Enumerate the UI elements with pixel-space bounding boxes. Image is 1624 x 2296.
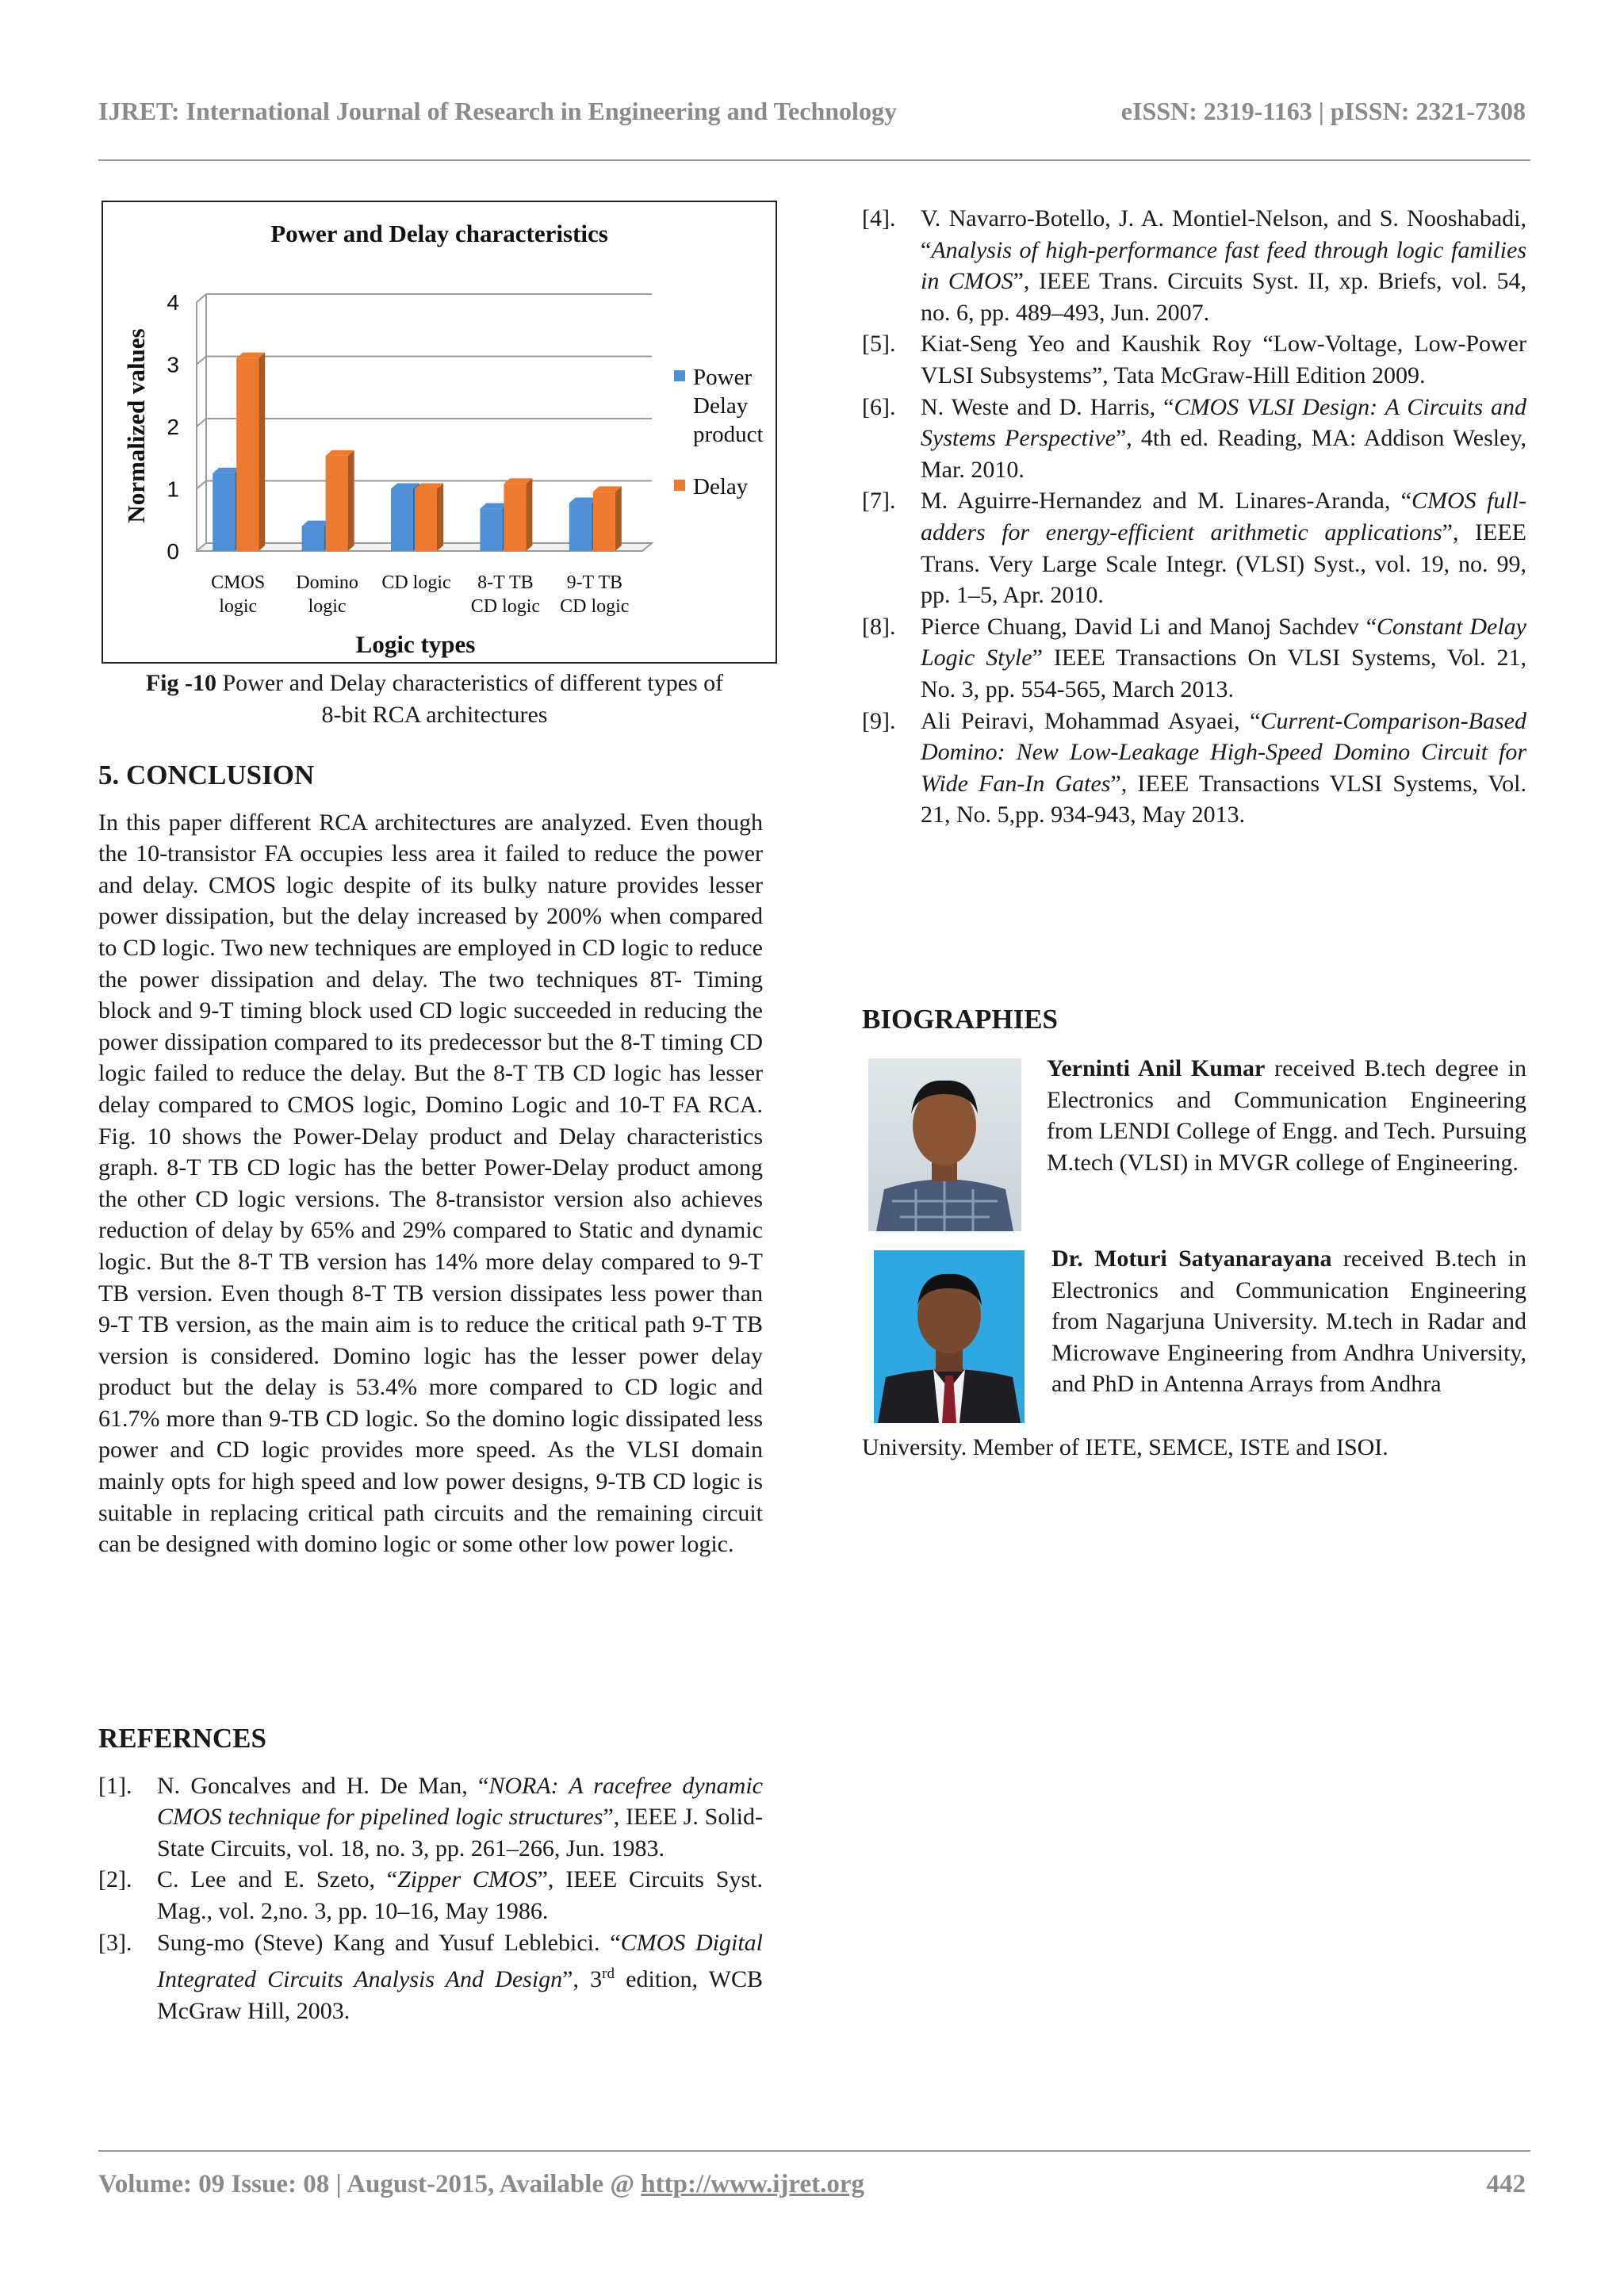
- biographies-section: [862, 1004, 1526, 1035]
- bio-2-name: Dr. Moturi Satyanarayana: [1051, 1246, 1332, 1272]
- bio-1-text: received B.tech degree in Electronics and Communication Engineering from LENDI College of Engg. and Tech. Pursuing M.tech (VLSI) in MVGR college of Engineering.: [1047, 1055, 1526, 1176]
- y-axis-label: Normalized values: [122, 328, 150, 523]
- legend-label: product: [693, 422, 764, 447]
- biographies-heading: BIOGRAPHIES: [862, 1004, 1058, 1035]
- references-left: [98, 1723, 763, 2026]
- reference-authors: N. Weste and D. Harris, “: [921, 393, 1174, 420]
- chart-title: Power and Delay characteristics: [270, 220, 608, 247]
- reference-number: [1].: [98, 1772, 132, 1799]
- reference-authors: V. Navarro-Botello, J. A. Montiel-Nelson, and S. Nooshabadi, “: [921, 205, 1526, 263]
- legend-label: Delay: [693, 393, 749, 419]
- reference-item: [862, 392, 1526, 486]
- reference-source: ”, 3: [562, 1966, 603, 1993]
- reference-item: [98, 1927, 763, 2027]
- footer-link[interactable]: http://www.ijret.org: [641, 2170, 864, 2198]
- footer-text: Volume: 09 Issue: 08 | August-2015, Available @: [98, 2170, 642, 2198]
- reference-item: [862, 706, 1526, 831]
- reference-item: [862, 611, 1526, 706]
- power-delay-chart: [103, 202, 776, 662]
- bio-1-name: Yerninti Anil Kumar: [1047, 1055, 1266, 1081]
- x-tick-label: logic: [308, 596, 347, 617]
- x-tick-label: CMOS: [211, 572, 266, 593]
- bar-power-delay-product: [391, 489, 413, 552]
- conclusion-body: In this paper different RCA architectures are analyzed. Even though the 10-transistor FA occupies less area it failed to reduce the power and delay. CMOS logic despite of its bulky nature provides lesser power dissipation, but the delay increased by 200% when compared to CD logic. Two new techniques are employed in CD logic to reduce the power dissipation and delay. The two techniques 8T- Timing block and 9-T timing block used CD logic succeeded in reducing the power dissipation compared to its predecessor but the 8-T timing CD logic failed to reduce the delay. But the 8-T TB CD logic has lesser delay compared to CMOS logic, Domino Logic and 10-T FA RCA. Fig. 10 shows the Power-Delay product and Delay characteristics graph. 8-T TB CD logic has the better Power-Delay product among the other CD logic versions. The 8-transistor version also achieves reduction of delay by 65% and 29% compared to Static and dynamic logic. But the 8-T TB version has 14% more delay compared to 9-T TB version. Even though 8-T TB version dissipates less power than 9-T TB version, as the main aim is to reduce the critical path 9-T TB version is considered. Domino logic has the lesser power delay product but the delay is 53.4% more compared to CD logic and 61.7% more than 9-TB CD logic. So the domino logic dissipated less power and CD logic provides more speed. As the VLSI domain mainly opts for high speed and low power designs, 9-TB CD logic is suitable in replacing critical path circuits and the remaining circuit can be designed with domino logic or some other low power logic.: [98, 809, 763, 1558]
- conclusion-heading: 5. CONCLUSION: [98, 760, 315, 790]
- reference-authors: Sung-mo (Steve) Kang and Yusuf Leblebici. “: [157, 1929, 621, 1956]
- reference-number: [6].: [862, 393, 896, 420]
- bar-delay: [415, 489, 437, 552]
- footer-rule: [98, 2150, 1530, 2152]
- reference-authors: N. Goncalves and H. De Man, “: [157, 1772, 489, 1799]
- conclusion-section: [98, 760, 763, 1560]
- chart-frame: [102, 201, 777, 664]
- reference-authors: Ali Peiravi, Mohammad Asyaei, “: [921, 707, 1261, 734]
- reference-authors: M. Aguirre-Hernandez and M. Linares-Aranda, “: [921, 488, 1411, 515]
- x-tick-label: 9-T TB: [566, 572, 623, 593]
- running-header: [98, 97, 1526, 126]
- reference-number: [9].: [862, 707, 896, 734]
- x-tick-label: CD logic: [470, 596, 541, 617]
- bar-side: [259, 353, 265, 551]
- reference-source: ”, IEEE Trans. Very Large Scale Integr. (VLSI) Syst., vol. 19, no. 99, pp. 1–5, Apr. 2010.: [921, 519, 1527, 609]
- reference-item: [862, 203, 1526, 328]
- bar-delay: [504, 484, 526, 551]
- reference-source: ” IEEE Transactions On VLSI Systems, Vol. 21, No. 3, pp. 554-565, March 2013.: [921, 645, 1526, 702]
- y-tick-label: 3: [167, 352, 179, 377]
- legend-label: Power: [693, 365, 753, 390]
- bar-power-delay-product: [213, 473, 235, 551]
- bar-power-delay-product: [569, 503, 592, 551]
- bar-side: [348, 450, 354, 551]
- reference-number: [4].: [862, 205, 896, 232]
- legend-label: Delay: [693, 474, 749, 499]
- x-axis-label: Logic types: [355, 630, 476, 658]
- bar-side: [437, 484, 443, 552]
- reference-authors: Pierce Chuang, David Li and Manoj Sachdev “: [921, 613, 1377, 640]
- legend-swatch: [674, 480, 685, 491]
- references-heading: REFERNCES: [98, 1723, 266, 1754]
- bio-1: [1047, 1053, 1526, 1178]
- bio-2-text: received B.tech in Electronics and Communication Engineering from Nagarjuna University. M.tech in Radar and Microwave Engineering from Andhra University, and PhD in Antenna Arrays from Andhra: [1051, 1246, 1526, 1398]
- x-tick-label: CD logic: [560, 596, 630, 617]
- y-tick-label: 2: [167, 415, 179, 439]
- bar-delay: [593, 492, 615, 551]
- bio-2-tail: University. Member of IETE, SEMCE, ISTE and ISOI.: [862, 1434, 1388, 1460]
- reference-title: CMOS Digital Integrated Circuits Analysis And Design: [157, 1929, 764, 1993]
- reference-title: CMOS VLSI Design: A Circuits and Systems Perspective: [921, 393, 1527, 452]
- reference-source: ”, IEEE J. Solid-State Circuits, vol. 18, no. 3, pp. 261–266, Jun. 1983.: [157, 1804, 763, 1862]
- references-right: [862, 203, 1526, 831]
- reference-title: CMOS full-adders for energy-efficient arithmetic applications: [921, 488, 1526, 545]
- reference-source-cont: edition, WCB McGraw Hill, 2003.: [157, 1966, 763, 2024]
- reference-item: [862, 485, 1526, 610]
- reference-number: [5].: [862, 331, 896, 358]
- reference-title: Analysis of high-performance fast feed through logic families in CMOS: [921, 236, 1526, 295]
- bio-2: [1051, 1243, 1526, 1400]
- gridline-side: [197, 357, 206, 365]
- reference-number: [8].: [862, 613, 896, 640]
- gridline-side: [197, 419, 206, 427]
- reference-title: Zipper CMOS: [397, 1866, 538, 1893]
- y-tick-label: 4: [167, 290, 179, 315]
- bar-delay: [326, 456, 348, 551]
- x-tick-label: 8-T TB: [477, 572, 534, 593]
- bar-side: [615, 486, 622, 551]
- gridline-side: [197, 294, 206, 302]
- reference-title: Current-Comparison-Based Domino: New Low-Leakage High-Speed Domino Circuit for Wide Fan-In Gates: [921, 707, 1526, 797]
- reference-source: ”, IEEE Trans. Circuits Syst. II, xp. Briefs, vol. 54, no. 6, pp. 489–493, Jun. 2007.: [921, 268, 1527, 326]
- journal-title: IJRET: International Journal of Research in Engineering and Technology: [98, 97, 897, 125]
- y-tick-label: 1: [167, 476, 179, 502]
- author-photo-2: [874, 1250, 1025, 1423]
- author-photo-1: [868, 1058, 1021, 1231]
- bar-power-delay-product: [302, 526, 324, 551]
- reference-title: Constant Delay Logic Style: [921, 613, 1526, 672]
- reference-source: ”, IEEE Transactions VLSI Systems, Vol. 21, No. 5,pp. 934-943, May 2013.: [921, 770, 1527, 828]
- reference-authors: Kiat-Seng Yeo and Kaushik Roy “Low-Voltage, Low-Power VLSI Subsystems”, Tata McGraw-Hill Edition 2009.: [921, 331, 1526, 388]
- reference-number: [3].: [98, 1929, 132, 1956]
- legend-swatch: [674, 370, 685, 381]
- figure-label: Fig -10: [145, 670, 216, 696]
- reference-authors: C. Lee and E. Szeto, “: [157, 1866, 398, 1893]
- x-tick-label: Domino: [296, 572, 358, 593]
- gridline-side: [197, 481, 206, 489]
- reference-number: [2].: [98, 1866, 132, 1893]
- header-rule: [98, 159, 1530, 161]
- reference-title: NORA: A racefree dynamic CMOS technique for pipelined logic structures: [157, 1772, 763, 1831]
- reference-item: [98, 1864, 763, 1927]
- bar-side: [526, 478, 532, 551]
- page-number: 442: [1486, 2170, 1526, 2198]
- bar-delay: [236, 358, 259, 551]
- x-tick-label: logic: [219, 596, 258, 617]
- issn: eISSN: 2319-1163 | pISSN: 2321-7308: [1120, 97, 1526, 125]
- reference-number: [7].: [862, 488, 896, 515]
- bar-power-delay-product: [480, 509, 502, 551]
- footer: [98, 2170, 1526, 2199]
- figure-caption: [98, 668, 771, 731]
- caption-line-1: Power and Delay characteristics of different types of: [216, 670, 724, 696]
- caption-line-2: 8-bit RCA architectures: [321, 702, 548, 728]
- reference-superscript: rd: [602, 1965, 615, 1983]
- reference-item: [98, 1770, 763, 1865]
- x-tick-label: CD logic: [381, 572, 451, 593]
- reference-source: ”, 4th ed. Reading, MA: Addison Wesley, Mar. 2010.: [921, 425, 1527, 483]
- reference-source: ”, IEEE Circuits Syst. Mag., vol. 2,no. 3, pp. 10–16, May 1986.: [157, 1866, 763, 1924]
- y-tick-label: 0: [167, 539, 179, 564]
- reference-item: [862, 328, 1526, 391]
